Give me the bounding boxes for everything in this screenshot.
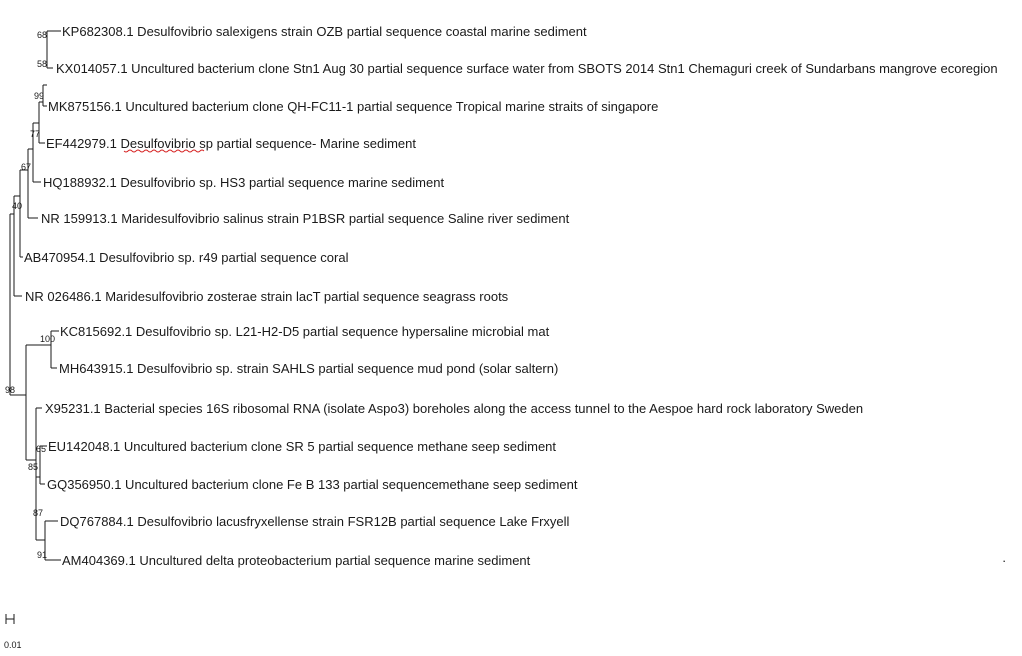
bootstrap-value: 40	[12, 201, 23, 211]
taxon-label: X95231.1 Bacterial species 16S ribosomal RNA (isolate Aspo3) boreholes along the access tunnel to the Aespoe hard rock laboratory Sweden	[45, 401, 864, 416]
taxon-label: MK875156.1 Uncultured bacterium clone QH-FC11-1 partial sequence Tropical marine straits of singapore	[48, 99, 659, 114]
taxon-label-accession: EF442979.1	[46, 136, 121, 151]
taxon-label: GQ356950.1 Uncultured bacterium clone Fe B 133 partial sequencemethane seep sediment	[47, 477, 578, 492]
stray-mark: ·	[1002, 553, 1007, 568]
bootstrap-value: 67	[21, 162, 32, 172]
taxon-label-genus: Desulfovibrio	[120, 136, 196, 151]
bootstrap-value: 87	[33, 508, 44, 518]
bootstrap-value: 65	[36, 444, 47, 454]
scale-bar-label: 0.01	[4, 640, 22, 650]
bootstrap-value: 99	[34, 91, 45, 101]
taxon-label: AB470954.1 Desulfovibrio sp. r49 partial sequence coral	[24, 250, 349, 265]
taxon-label: KX014057.1 Uncultured bacterium clone Stn1 Aug 30 partial sequence surface water from SBOTS 2014 Stn1 Chemaguri creek of Sundarbans mangrove ecoregion	[56, 61, 998, 76]
bootstrap-value: 98	[5, 385, 16, 395]
taxon-labels	[24, 24, 998, 568]
taxon-label: KC815692.1 Desulfovibrio sp. L21-H2-D5 partial sequence hypersaline microbial mat	[60, 324, 550, 339]
taxon-label: AM404369.1 Uncultured delta proteobacterium partial sequence marine sediment	[62, 553, 531, 568]
taxon-label: NR 159913.1 Maridesulfovibrio salinus strain P1BSR partial sequence Saline river sediment	[41, 211, 570, 226]
taxon-label: HQ188932.1 Desulfovibrio sp. HS3 partial sequence marine sediment	[43, 175, 445, 190]
taxon-label: NR 026486.1 Maridesulfovibrio zosterae strain lacT partial sequence seagrass roots	[25, 289, 509, 304]
bootstrap-value: 100	[40, 334, 56, 344]
taxon-label: EU142048.1 Uncultured bacterium clone SR 5 partial sequence methane seep sediment	[48, 439, 557, 454]
bootstrap-value: 58	[37, 59, 48, 69]
bootstrap-value: 77	[30, 129, 41, 139]
bootstrap-value: 91	[37, 550, 48, 560]
tree-branches	[6, 31, 61, 624]
taxon-label: DQ767884.1 Desulfovibrio lacusfryxellense strain FSR12B partial sequence Lake Frxyell	[60, 514, 570, 529]
taxon-label: MH643915.1 Desulfovibrio sp. strain SAHLS partial sequence mud pond (solar saltern)	[59, 361, 559, 376]
bootstrap-value: 68	[37, 30, 48, 40]
bootstrap-value: 85	[28, 462, 39, 472]
taxon-label: KP682308.1 Desulfovibrio salexigens strain OZB partial sequence coastal marine sediment	[62, 24, 587, 39]
taxon-label	[46, 136, 416, 151]
taxon-label-rest: sp partial sequence- Marine sediment	[195, 136, 416, 151]
